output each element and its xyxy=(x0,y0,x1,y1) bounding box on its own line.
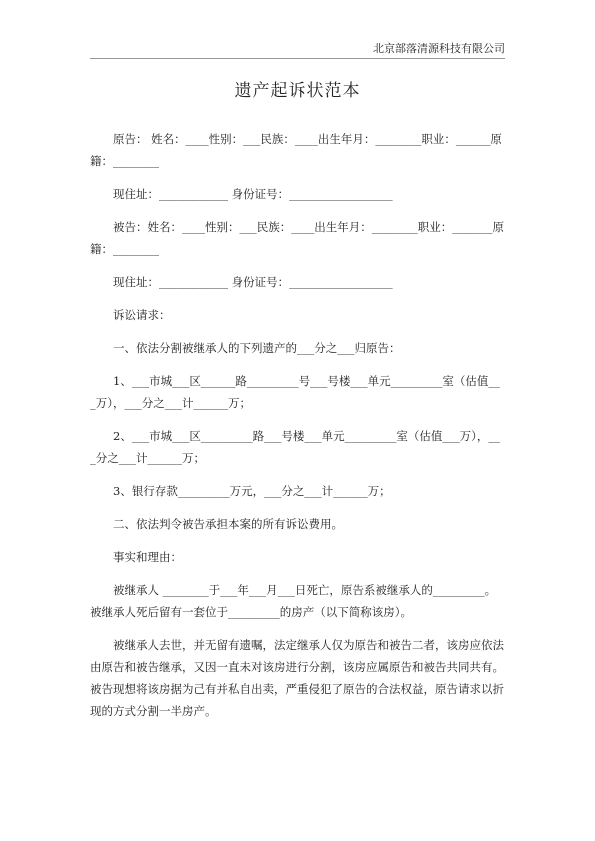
document-title: 遗产起诉状范本 xyxy=(234,81,361,101)
plaintiff-info: 原告： 姓名：____性别：___民族：____出生年月：________职业：______原籍：________ xyxy=(90,132,502,168)
document-body xyxy=(90,128,505,733)
claim-1: 一、依法分割被继承人的下列遗产的___分之___归原告： xyxy=(113,341,401,355)
defendant-address: 现住址：____________ 身份证号：__________________ xyxy=(113,275,393,289)
header-rule xyxy=(90,58,505,59)
company-header: 北京部落清源科技有限公司 xyxy=(373,42,505,55)
claim-1-item-2: 2、___市城___区_________路___号楼___单元_________室（估值___万），___分之___计______万； xyxy=(90,429,500,465)
facts-heading: 事实和理由： xyxy=(113,550,182,564)
claim-1-item-3: 3、银行存款_________万元，___分之___计______万； xyxy=(113,484,391,498)
claim-1-item-1: 1、___市城___区______路_________号___号楼___单元_________室（估值___万），___分之___计______万； xyxy=(90,374,500,410)
facts-paragraph-2: 被继承人去世，并无留有遗嘱，法定继承人仅为原告和被告二者，该房应依法由原告和被告继承，又因一直未对该房进行分割，该房应属原告和被告共同共有。被告现想将该房据为己有并私自出卖，严重侵犯了原告的合法权益，原告请求以折现的方式分割一半房产。 xyxy=(90,638,504,718)
claims-heading: 诉讼请求： xyxy=(113,308,171,322)
plaintiff-address: 现住址：____________ 身份证号：__________________ xyxy=(113,187,393,201)
facts-paragraph-1: 被继承人 ________于___年___月___日死亡，原告系被继承人的_________。被继承人死后留有一套位于_________的房产（以下简称该房）。 xyxy=(90,583,497,619)
claim-2: 二、依法判令被告承担本案的所有诉讼费用。 xyxy=(113,517,343,531)
defendant-info: 被告：姓名：____性别：___民族：____出生年月：________职业：_______原籍：________ xyxy=(90,220,504,256)
